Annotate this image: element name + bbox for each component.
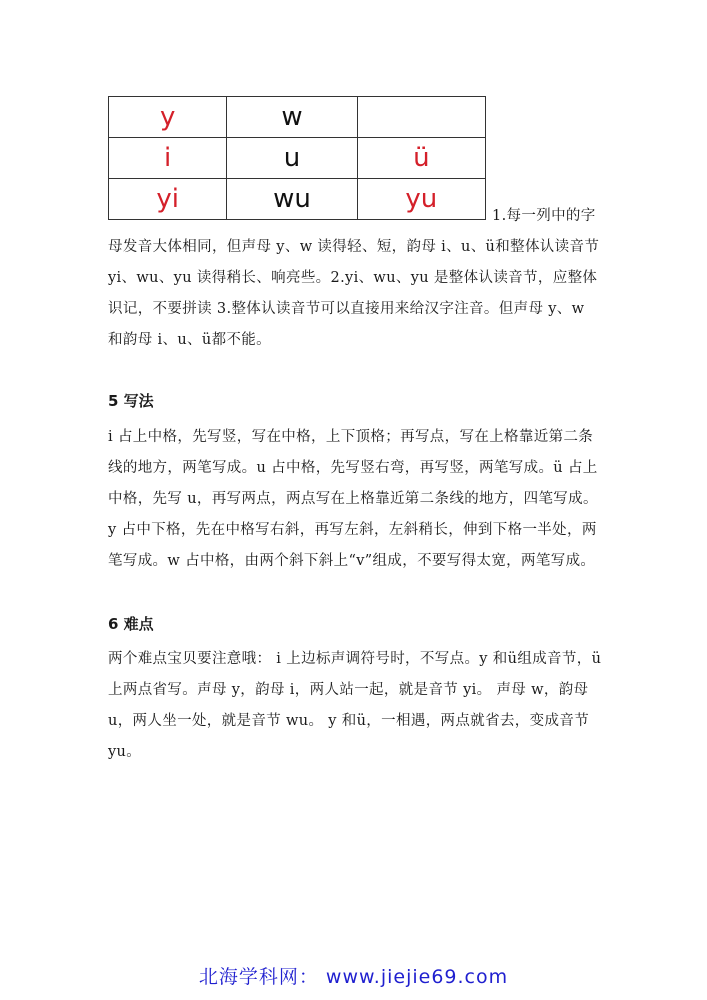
intro-lead: 1.每一列中的字 [492,208,596,224]
footer-watermark: 北海学科网： www.jiejie69.com [198,966,509,988]
pinyin-table [108,96,486,220]
table-cell: ü [357,138,485,179]
table-row [109,179,486,220]
table-cell: w [227,97,357,138]
section-heading-5: 5 写法 [108,392,154,410]
table-cell: u [227,138,357,179]
intro-paragraph: 母发音大体相同，但声母 y、w 读得轻、短，韵母 i、u、ü和整体认读音节 yi、wu、yu 读得稍长、响亮些。2.yi、wu、yu 是整体认读音节，应整体识记，不要拼读 3.整体认读音节可以直接用来给汉字注音。但声母 y、w 和韵母 i、u、ü都不能。 [108,239,600,348]
section6-paragraph: 两个难点宝贝要注意哦： i 上边标声调符号时，不写点。y 和ü组成音节，ü上两点省写。声母 y，韵母 i，两人站一起，就是音节 yi。 声母 w，韵母 u，两人坐一处，就是音节 wu。 y 和ü，一相遇，两点就省去，变成音节 yu。 [108,651,602,760]
table-cell [357,97,485,138]
section-heading-6: 6 难点 [108,615,154,633]
section5-paragraph: i 占上中格，先写竖，写在中格，上下顶格；再写点，写在上格靠近第二条线的地方，两笔写成。u 占中格，先写竖右弯，再写竖，两笔写成。ü 占上中格，先写 u，再写两点，两点写在上格靠近第二条线的地方，四笔写成。y 占中下格，先在中格写右斜，再写左斜，左斜稍长，伸到下格一半处，两笔写成。w 占中格，由两个斜下斜上“v”组成，不要写得太宽，两笔写成。 [108,429,598,569]
table-cell: yi [109,179,227,220]
table-row [109,138,486,179]
table-cell: y [109,97,227,138]
table-cell: wu [227,179,357,220]
table-row [109,97,486,138]
table-cell: i [109,138,227,179]
table-cell: yu [357,179,485,220]
